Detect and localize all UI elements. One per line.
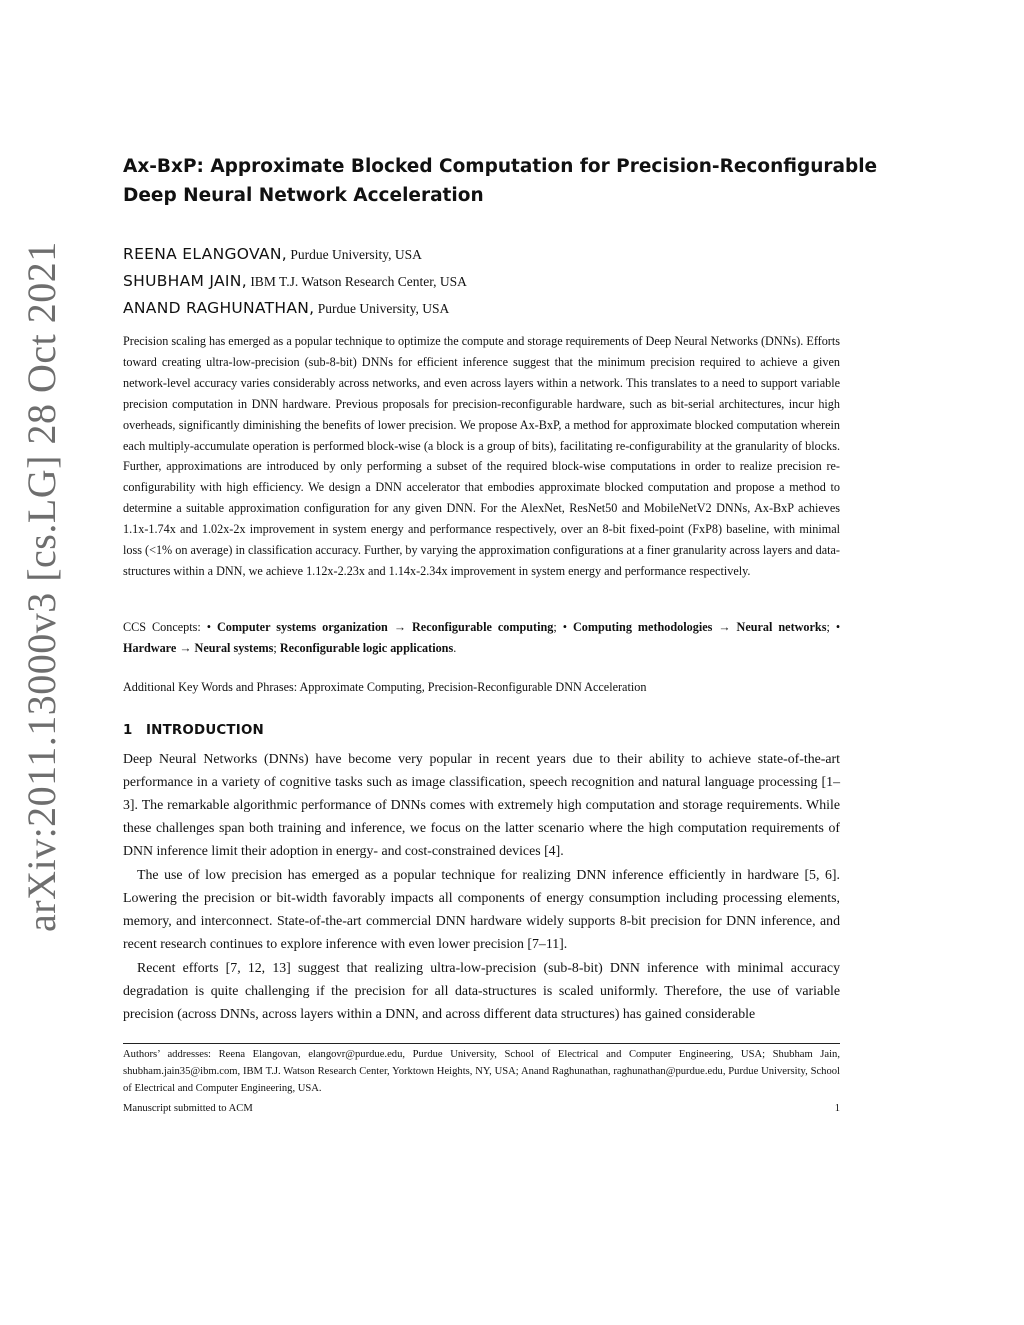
paragraph: Deep Neural Networks (DNNs) have become very popular in recent years due to their ability to achieve state-of-the-art performance in a variety of cognitive tasks such as image classification, speech recognition and natural language processing [1–3]. The remarkable algorithmic performance of DNNs comes with extremely high computation and storage requirements. While these challenges span both training and inference, we focus on the latter scenario where the high computation requirements of DNN inference limit their adoption in energy- and cost-constrained devices [4]. bbox=[123, 751, 840, 858]
footer-manuscript-note: Manuscript submitted to ACM bbox=[123, 1103, 253, 1114]
ccs-bullet: • bbox=[206, 620, 212, 634]
ccs-label: CCS Concepts: bbox=[123, 620, 207, 634]
ccs-term: Neural networks bbox=[736, 620, 827, 634]
ccs-arrow: → bbox=[718, 620, 731, 634]
ccs-concepts bbox=[123, 617, 840, 659]
paper-title bbox=[123, 152, 878, 210]
section-heading bbox=[123, 721, 840, 741]
ccs-term: Reconfigurable logic applications bbox=[279, 641, 454, 655]
abstract: Precision scaling has emerged as a popular technique to optimize the compute and storage requirements of Deep Neural Networks (DNNs). Efforts toward creating ultra-low-precision (sub-8-bit) DNNs for efficient inference suggest that the minimum precision required to achieve a given network-level accuracy varies considerably across networks, and even across layers within a network. This translates to a need to support variable precision computation in DNN hardware. Previous proposals for precision-reconfigurable hardware, such as bit-serial architectures, incur high overheads, significantly diminishing the benefits of lower precision. We propose Ax-BxP, a method for approximate blocked computation wherein each multiply-accumulate operation is performed block-wise (a block is a group of bits), facilitating re-configurability at the granularity of blocks. Further, approximations are introduced by only performing a subset of the required block-wise computations in order to realize precision re-configurability with high efficiency. We design a DNN accelerator that embodies approximate blocked computation and propose a method to determine a suitable approximation configuration for any given DNN. For the AlexNet, ResNet50 and MobileNetV2 DNNs, Ax-BxP achieves 1.1x-1.74x and 1.02x-2x improvement in system energy and performance respectively, over an 8-bit fixed-point (FxP8) baseline, with minimal loss (<1% on average) in classification accuracy. Further, by varying the approximation configurations at a finer granularity across layers and data-structures within a DNN, we achieve 1.12x-2.23x and 1.14x-2.34x improvement in system energy and performance respectively. bbox=[123, 334, 840, 578]
paragraph: Recent efforts [7, 12, 13] suggest that realizing ultra-low-precision (sub-8-bit) DNN inference with minimal accuracy degradation is quite challenging if the precision for all data-structures is scaled uniformly. Therefore, the use of variable precision (across DNNs, across layers within a DNN, and across different data structures) has gained considerable bbox=[123, 960, 840, 1021]
author-affiliation: IBM T.J. Watson Research Center, USA bbox=[246, 274, 467, 289]
ccs-bullet: • bbox=[562, 620, 568, 634]
ccs-term: Neural systems bbox=[194, 641, 274, 655]
page-number: 1 bbox=[834, 1103, 840, 1114]
author-affiliation: Purdue University, USA bbox=[286, 247, 422, 262]
ccs-separator: ; bbox=[273, 641, 280, 655]
ccs-arrow: → bbox=[393, 620, 406, 634]
author-name: ANAND RAGHUNATHAN, bbox=[123, 299, 315, 317]
ccs-end: . bbox=[453, 641, 457, 655]
author-entry bbox=[123, 268, 840, 295]
keywords: Additional Key Words and Phrases: Approximate Computing, Precision-Reconfigurable DNN Acceleration bbox=[123, 680, 647, 694]
author-affiliation: Purdue University, USA bbox=[314, 301, 450, 316]
ccs-separator: ; bbox=[826, 620, 836, 634]
author-entry bbox=[123, 295, 840, 322]
body-text bbox=[123, 747, 840, 1025]
author-name: SHUBHAM JAIN, bbox=[123, 272, 247, 290]
section-number: 1 bbox=[123, 723, 133, 738]
arxiv-identifier: arXiv:2011.13000v3 [cs.LG] 28 Oct 2021 bbox=[19, 241, 64, 932]
ccs-bullet: • bbox=[835, 620, 841, 634]
author-list bbox=[123, 241, 840, 322]
footnote-rule bbox=[123, 1043, 840, 1044]
ccs-term: Computing methodologies bbox=[573, 620, 713, 634]
ccs-separator: ; bbox=[553, 620, 563, 634]
ccs-term: Hardware bbox=[123, 641, 177, 655]
paragraph: The use of low precision has emerged as a popular technique for realizing DNN inference efficiently in hardware [5, 6]. Lowering the precision or bit-width favorably impacts all components of energy consumption including processing elements, memory, and interconnect. State-of-the-art commercial DNN hardware widely supports 8-bit precision for DNN inference, and recent research continues to explore inference with even lower precision [7–11]. bbox=[123, 867, 840, 951]
section-title: INTRODUCTION bbox=[146, 723, 264, 738]
ccs-arrow: → bbox=[179, 641, 192, 655]
author-addresses-footnote: Authors’ addresses: Reena Elangovan, elangovr@purdue.edu, Purdue University, School of Electrical and Computer Engineering, USA; Shubham Jain, shubham.jain35@ibm.com, IBM T.J. Watson Research Center, Yorktown Heights, NY, USA; Anand Raghunathan, raghunathan@purdue.edu, Purdue University, School of Electrical and Computer Engineering, USA. bbox=[123, 1049, 840, 1094]
page-footer bbox=[123, 1101, 840, 1117]
ccs-term: Computer systems organization bbox=[217, 620, 388, 634]
author-name: REENA ELANGOVAN, bbox=[123, 245, 287, 263]
ccs-term: Reconfigurable computing bbox=[411, 620, 554, 634]
title-line-2: Deep Neural Network Acceleration bbox=[123, 185, 484, 206]
title-line-1: Ax-BxP: Approximate Blocked Computation for Precision-Reconfigurable bbox=[123, 156, 878, 177]
author-entry bbox=[123, 241, 840, 268]
